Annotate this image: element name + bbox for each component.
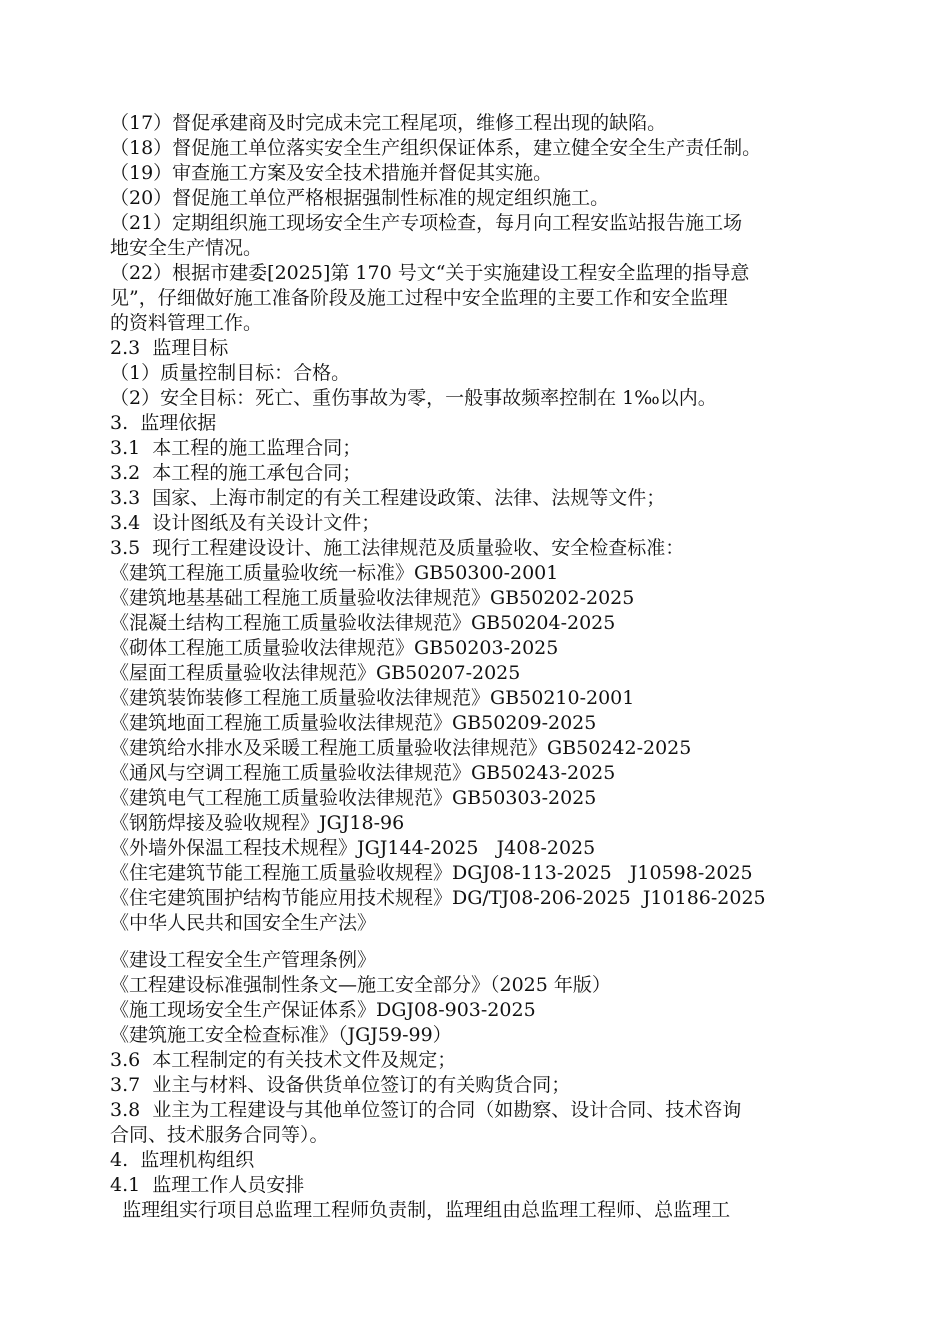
standard-item: 《施工现场安全生产保证体系》DGJ08-903-2025: [110, 999, 536, 1021]
heading-4-1: 4.1 监理工作人员安排: [110, 1174, 305, 1196]
standard-item: 《外墙外保温工程技术规程》JGJ144-2025 J408-2025: [110, 837, 596, 859]
standard-item: 《工程建设标准强制性条文—施工安全部分》（2025 年版）: [110, 974, 611, 996]
standard-item: 《通风与空调工程施工质量验收法律规范》GB50243-2025: [110, 762, 616, 784]
text-block-1: [110, 111, 860, 936]
heading-3: 3. 监理依据: [110, 412, 217, 434]
item-19: （19）审查施工方案及安全技术措施并督促其实施。: [110, 162, 553, 184]
standard-item: 《建设工程安全生产管理条例》: [110, 949, 377, 971]
standard-item: 《建筑工程施工质量验收统一标准》GB50300-2001: [110, 562, 559, 584]
item-21-line-1: （21）定期组织施工现场安全生产专项检查，每月向工程安监站报告施工场: [110, 212, 743, 234]
heading-4: 4. 监理机构组织: [110, 1149, 255, 1171]
goal-quality: （1）质量控制目标：合格。: [110, 362, 351, 384]
standard-item: 《建筑给水排水及采暖工程施工质量验收法律规范》GB50242-2025: [110, 737, 692, 759]
standard-item: 《建筑施工安全检查标准》（JGJ59-99）: [110, 1024, 452, 1046]
paragraph-4-1: 监理组实行项目总监理工程师负责制，监理组由总监理工程师、总监理工: [110, 1199, 731, 1221]
basis-3-8-line-2: 合同、技术服务合同等）。: [110, 1124, 329, 1146]
basis-3-4: 3.4 设计图纸及有关设计文件；: [110, 512, 381, 534]
item-22-line-1: （22）根据市建委[2025]第 170 号文“关于实施建设工程安全监理的指导意: [110, 262, 750, 284]
standard-item: 《钢筋焊接及验收规程》JGJ18-96: [110, 812, 405, 834]
item-18: （18）督促施工单位落实安全生产组织保证体系，建立健全安全生产责任制。: [110, 137, 762, 159]
standard-item: 《建筑装饰装修工程施工质量验收法律规范》GB50210-2001: [110, 687, 635, 709]
standard-item: 《建筑地基基础工程施工质量验收法律规范》GB50202-2025: [110, 587, 635, 609]
standard-item: 《混凝土结构工程施工质量验收法律规范》GB50204-2025: [110, 612, 616, 634]
basis-3-6: 3.6 本工程制定的有关技术文件及规定；: [110, 1049, 457, 1071]
standard-item: 《砌体工程施工质量验收法律规范》GB50203-2025: [110, 637, 559, 659]
basis-3-8-line-1: 3.8 业主为工程建设与其他单位签订的合同（如勘察、设计合同、技术咨询: [110, 1099, 742, 1121]
item-21-line-2: 地安全生产情况。: [110, 237, 263, 259]
standard-item: 《屋面工程质量验收法律规范》GB50207-2025: [110, 662, 521, 684]
basis-3-2: 3.2 本工程的施工承包合同；: [110, 462, 362, 484]
item-22-line-2: 见”，仔细做好施工准备阶段及施工过程中安全监理的主要工作和安全监理: [110, 287, 728, 309]
item-17: （17）督促承建商及时完成未完工程尾项，维修工程出现的缺陷。: [110, 112, 667, 134]
text-block-2: [110, 948, 860, 1223]
basis-3-1: 3.1 本工程的施工监理合同；: [110, 437, 362, 459]
goal-safety: （2）安全目标：死亡、重伤事故为零，一般事故频率控制在 1‰以内。: [110, 387, 717, 409]
paragraph-gap: [110, 936, 860, 948]
standard-item: 《住宅建筑节能工程施工质量验收规程》DGJ08-113-2025 J10598-2025: [110, 862, 753, 884]
item-20: （20）督促施工单位严格根据强制性标准的规定组织施工。: [110, 187, 610, 209]
standard-item: 《中华人民共和国安全生产法》: [110, 912, 377, 934]
basis-3-7: 3.7 业主与材料、设备供货单位签订的有关购货合同；: [110, 1074, 571, 1096]
basis-3-5: 3.5 现行工程建设设计、施工法律规范及质量验收、安全检查标准：: [110, 537, 685, 559]
document-page: [110, 111, 860, 1223]
basis-3-3: 3.3 国家、上海市制定的有关工程建设政策、法律、法规等文件；: [110, 487, 666, 509]
item-22-line-3: 的资料管理工作。: [110, 312, 263, 334]
standard-item: 《建筑电气工程施工质量验收法律规范》GB50303-2025: [110, 787, 597, 809]
heading-2-3: 2.3 监理目标: [110, 337, 229, 359]
standard-item: 《建筑地面工程施工质量验收法律规范》GB50209-2025: [110, 712, 597, 734]
standard-item: 《住宅建筑围护结构节能应用技术规程》DG/TJ08-206-2025 J10186-2025: [110, 887, 766, 909]
